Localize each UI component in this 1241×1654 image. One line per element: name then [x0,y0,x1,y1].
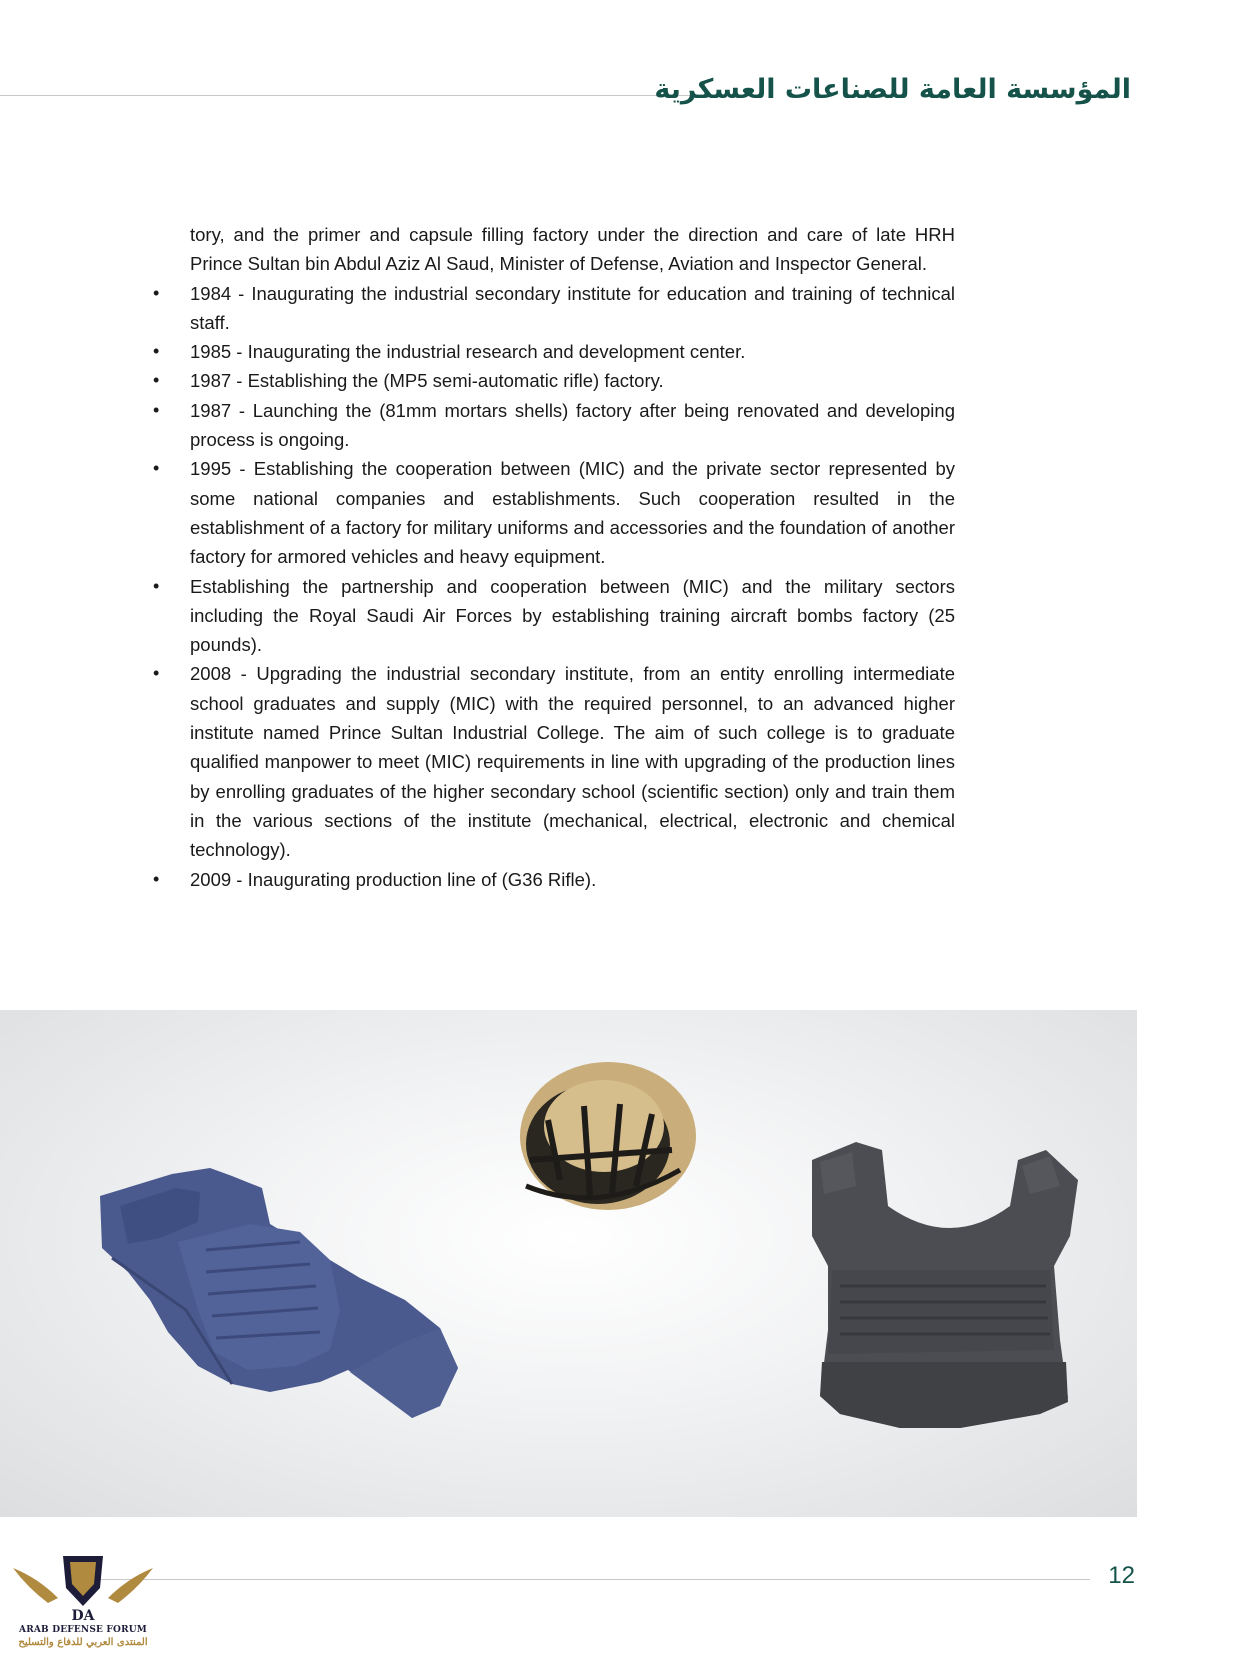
bullet: • [153,663,160,684]
watermark-text-en: ARAB DEFENSE FORUM [19,1625,147,1635]
helmet-image [520,1062,696,1210]
body-text [153,220,955,894]
list-item: • 1995 - Establishing the cooperation between (MIC) and the private sector represented by some national companies and establishments. Such cooperation resulted in the establishment of a factory for military uniforms and accessories and the foundation of another factory for armored vehicles and heavy equipment. [190,454,955,571]
intro-paragraph: tory, and the primer and capsule filling factory under the direction and care of late HRH Prince Sultan bin Abdul Aziz Al Saud, Minister of Defense, Aviation and Inspector General. [190,224,955,275]
list-item: • 2009 - Inaugurating production line of (G36 Rifle). [190,865,955,894]
list-item: • 1985 - Inaugurating the industrial research and development center. [190,337,955,366]
list-item: • Establishing the partnership and cooperation between (MIC) and the military sectors including the Royal Saudi Air Forces by establishing training aircraft bombs factory (25 pounds). [190,572,955,660]
bullet: • [153,868,160,889]
blue-vest-image [100,1168,458,1418]
page-header-title: المؤسسة العامة للصناعات العسكرية [654,74,1131,105]
list-item: • 2008 - Upgrading the industrial secondary institute, from an entity enrolling intermediate school graduates and supply (MIC) with the required personnel, to an advanced higher institute named Prince Sultan Industrial College. The aim of such college is to graduate qualified manpower to meet (MIC) requirements in line with upgrading of the production lines by enrolling graduates of the higher secondary school (scientific section) only and train them in the various sections of the institute (mechanical, electrical, electronic and chemical technology). [190,659,955,864]
footer-rule [95,1579,1090,1580]
bullet: • [153,399,160,420]
product-photo-band [0,1010,1137,1517]
header-rule [0,95,720,96]
bullet: • [153,575,160,596]
product-illustration [0,1010,1137,1517]
list-item: • 1987 - Establishing the (MP5 semi-automatic rifle) factory. [190,366,955,395]
watermark-mark: DA [71,1608,95,1624]
bullet: • [153,282,160,303]
bullet: • [153,370,160,391]
watermark-text-ar: المنتدى العربي للدفاع والتسليح [18,1637,148,1648]
watermark-logo [8,1548,148,1654]
bullet: • [153,341,160,362]
milestone-list [153,279,955,894]
gray-vest-image [812,1142,1078,1428]
list-item: • 1984 - Inaugurating the industrial secondary institute for education and training of technical staff. [190,279,955,338]
bullet: • [153,458,160,479]
list-item: • 1987 - Launching the (81mm mortars shells) factory after being renovated and developing process is ongoing. [190,396,955,455]
page-number: 12 [1108,1562,1135,1589]
shield-icon [8,1548,158,1628]
